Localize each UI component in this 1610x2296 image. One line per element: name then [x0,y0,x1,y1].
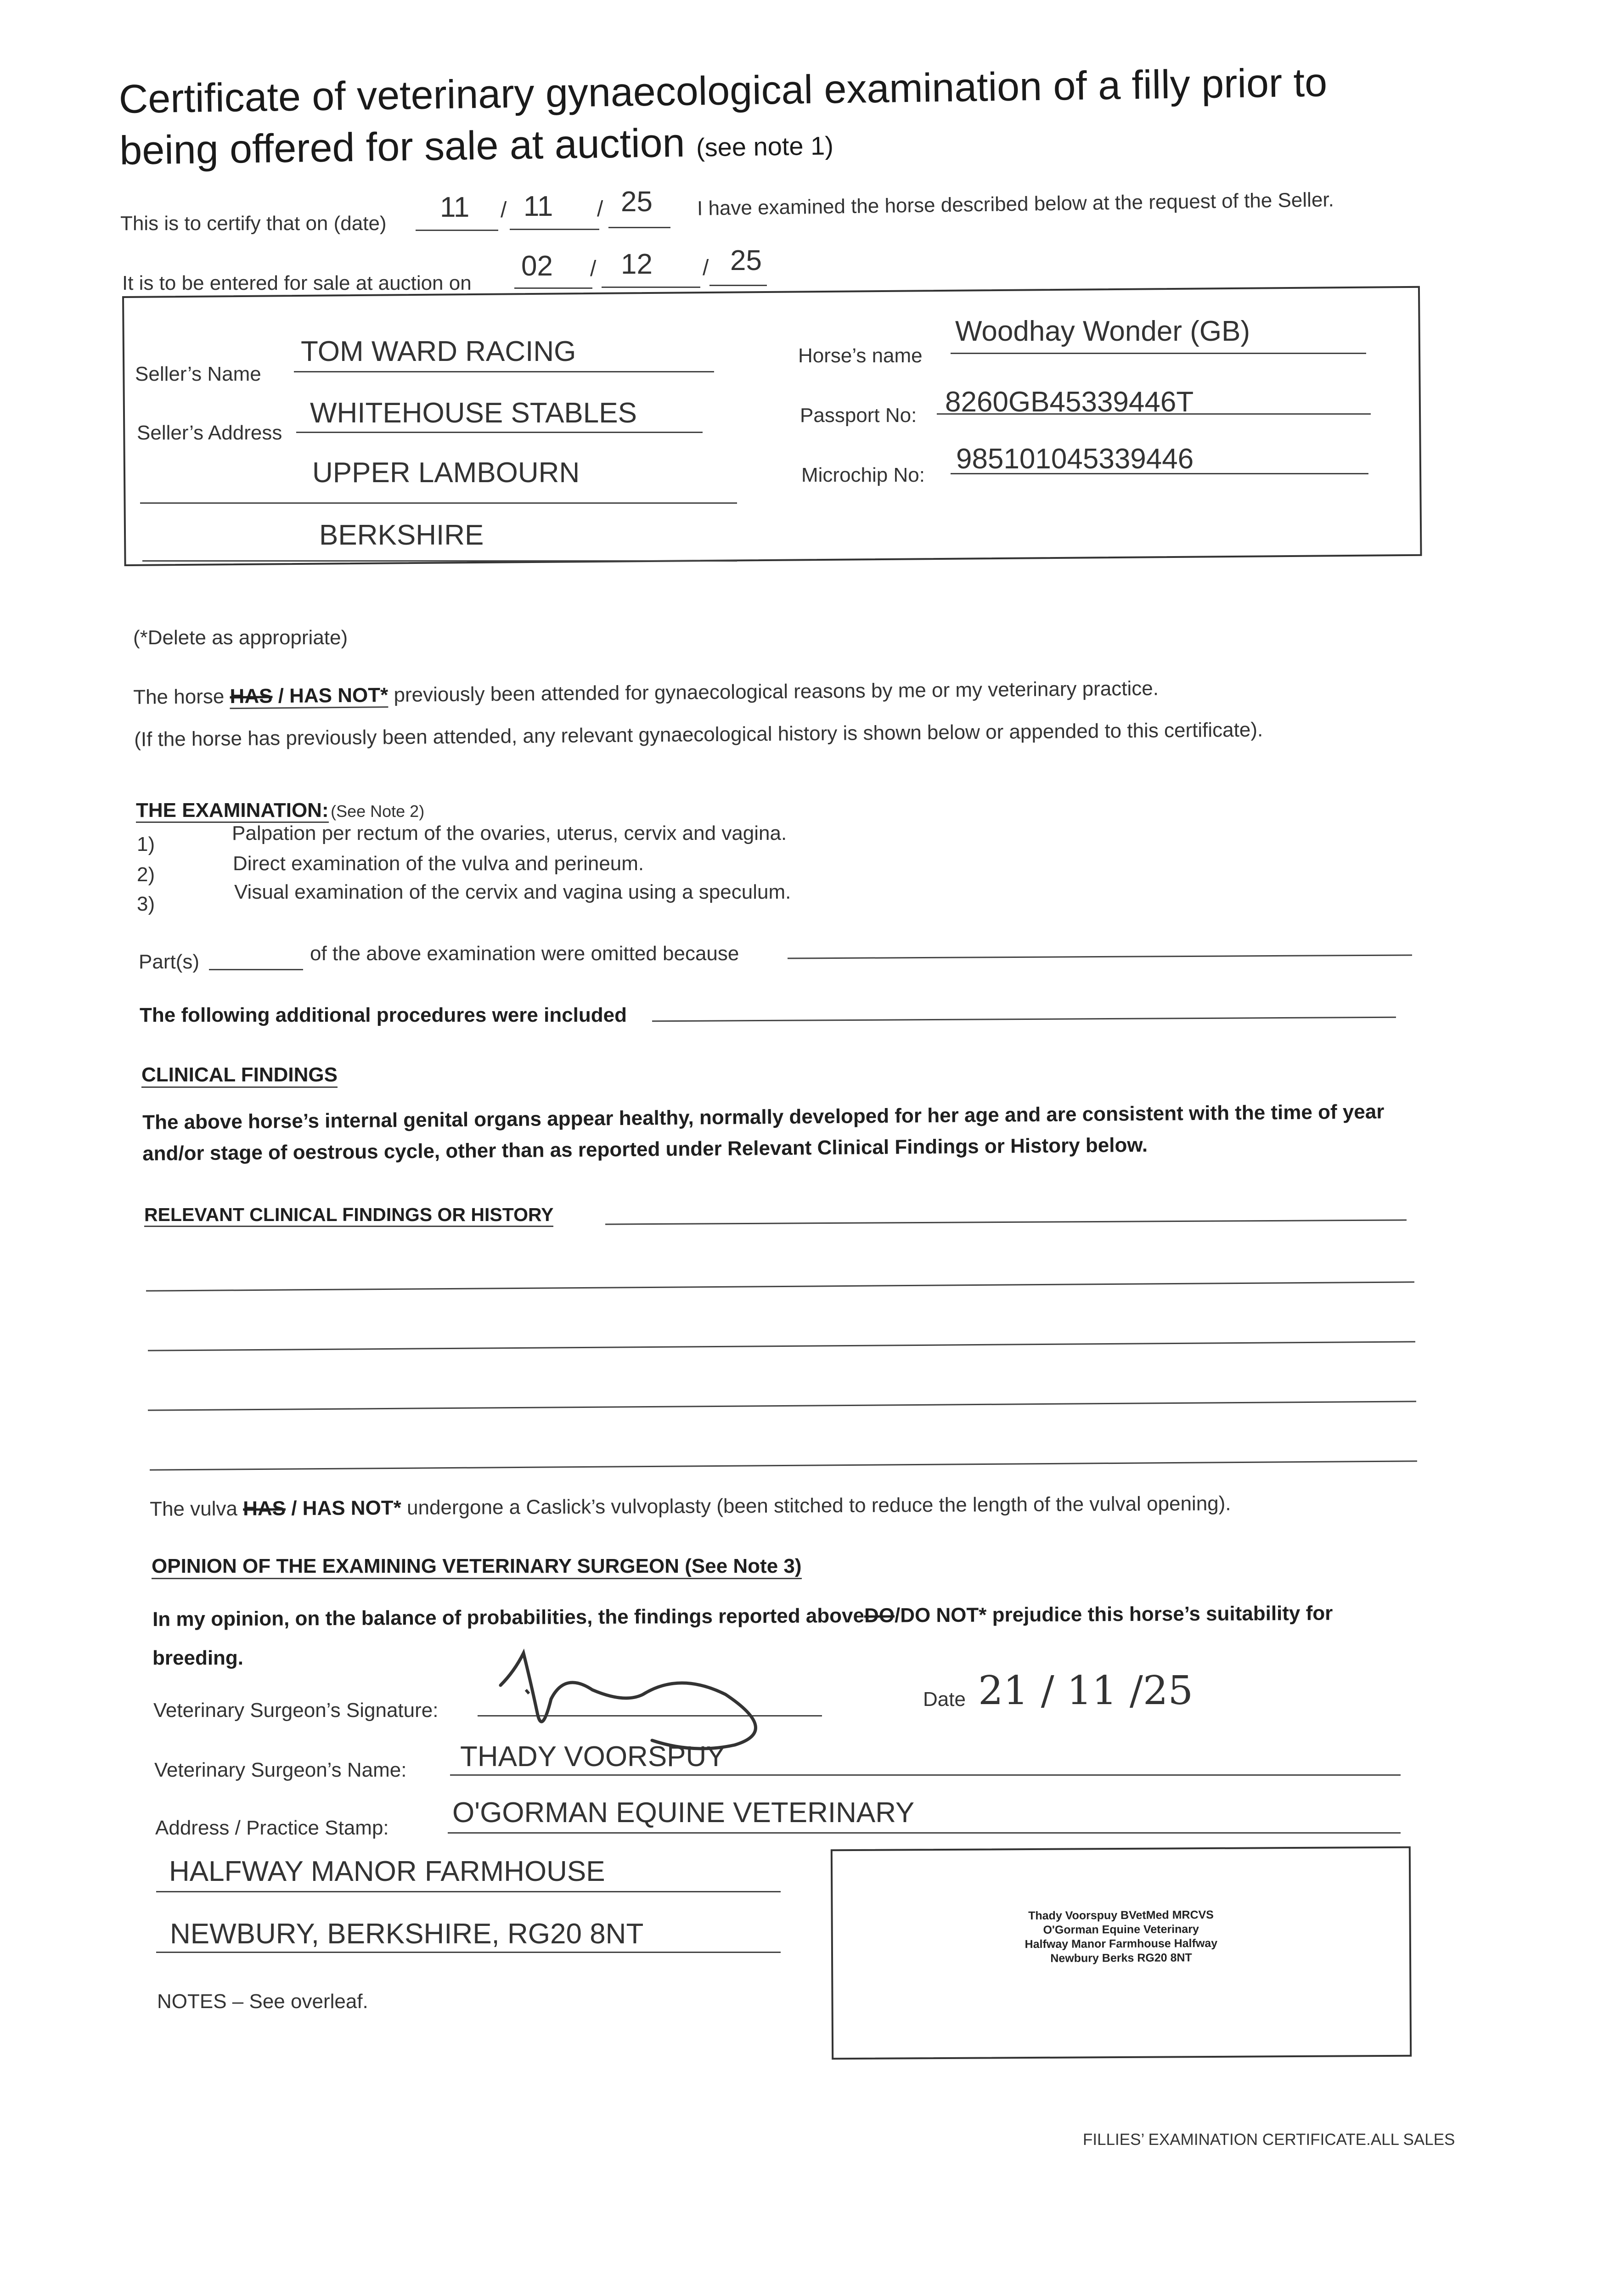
title-line-2: being offered for sale at auction (see note 1) [119,119,834,173]
certify-month: 11 [524,191,553,222]
exam-item-3: Visual examination of the cervix and vagina using a speculum. [234,881,791,903]
date-label: Date [923,1688,966,1711]
horse-name-label: Horse’s name [798,344,923,367]
practice-stamp [833,1907,1410,1967]
exam-item-3-num: 3) [137,893,155,915]
title-line-1: Certificate of veterinary gynaecological examination of a filly prior to [118,59,1328,122]
opinion-text-1: In my opinion, on the balance of probabilities, the findings reported aboveDO/DO NOT* prejudice this horse’s suitability for [152,1602,1333,1631]
seller-name-label: Seller’s Name [135,363,261,385]
microchip-number: 985101045339446 [956,443,1194,475]
seller-address-1: WHITEHOUSE STABLES [310,397,637,429]
vet-date: 21 / 11 /25 [978,1668,1193,1714]
certify-sep2: / [597,197,603,221]
opinion-struck: DO [864,1604,895,1627]
parts-label: Part(s) [139,951,199,973]
exam-item-1-num: 1) [137,833,155,855]
practice-address-1: HALFWAY MANOR FARMHOUSE [169,1856,605,1887]
stamp-line-1: Thady Voorspuy BVetMed MRCVS [1028,1908,1214,1923]
seller-address-3: BERKSHIRE [319,519,484,551]
passport-number: 8260GB45339446T [945,386,1194,418]
practice-address-2: NEWBURY, BERKSHIRE, RG20 8NT [170,1918,644,1950]
certify-day: 11 [440,191,470,223]
clinical-text-2: and/or stage of oestrous cycle, other than as reported under Relevant Clinical Findings or History below. [142,1133,1148,1165]
additional-procedures: The following additional procedures were included [140,1004,627,1026]
footer-text: FILLIES’ EXAMINATION CERTIFICATE.ALL SALES [1083,2131,1455,2149]
opinion-heading: OPINION OF THE EXAMINING VETERINARY SURGEON (See Note 3) [152,1555,802,1579]
certify-sep1: / [501,198,507,222]
auction-month: 12 [621,248,653,280]
clinical-text-1: The above horse’s internal genital organs appear healthy, normally developed for her age and are consistent with the time of year [142,1100,1385,1134]
auction-prefix: It is to be entered for sale at auction on [122,272,472,294]
vet-name-label: Veterinary Surgeon’s Name: [154,1759,407,1781]
omitted-text: of the above examination were omitted because [310,942,739,965]
stamp-line-2: O'Gorman Equine Veterinary [1043,1923,1199,1936]
attended-line: The horse HAS / HAS NOT* previously been attended for gynaecological reasons by me or my veterinary practice. [133,677,1159,709]
stamp-line-3: Halfway Manor Farmhouse Halfway [1025,1936,1218,1951]
certify-line [120,212,387,235]
vulva-struck: HAS [242,1497,286,1520]
certify-year: 25 [621,186,653,218]
signature-label: Veterinary Surgeon’s Signature: [153,1699,439,1722]
exam-item-2: Direct examination of the vulva and perineum. [233,852,644,875]
practice-stamp-box [831,1846,1412,2060]
certify-suffix: I have examined the horse described below at the request of the Seller. [697,188,1334,220]
practice-name: O'GORMAN EQUINE VETERINARY [452,1797,915,1829]
opinion-text-2: breeding. [152,1647,244,1669]
relevant-heading: RELEVANT CLINICAL FINDINGS OR HISTORY [144,1204,553,1227]
seller-address-2: UPPER LAMBOURN [312,457,580,489]
exam-note: (See Note 2) [331,802,425,821]
exam-heading: THE EXAMINATION: (See Note 2) [136,799,424,822]
notes-text: NOTES – See overleaf. [157,1990,368,2013]
passport-label: Passport No: [800,404,917,427]
seller-address-label: Seller’s Address [137,422,282,444]
certificate-title [118,56,1329,181]
attended-note: (If the horse has previously been attended, any relevant gynaecological history is shown below or appended to this certificate). [134,718,1263,751]
auction-sep2: / [703,256,709,280]
signature-dot [526,1690,529,1694]
microchip-label: Microchip No: [801,464,925,486]
seller-name: TOM WARD RACING [301,336,576,367]
exam-item-2-num: 2) [137,863,155,886]
signature-stroke [501,1653,755,1749]
vulva-choice: HAS / HAS NOT* [242,1497,401,1520]
vulva-line: The vulva HAS / HAS NOT* undergone a Caslick’s vulvoplasty (been stitched to reduce the length of the vulval opening). [150,1492,1231,1520]
exam-item-1: Palpation per rectum of the ovaries, uterus, cervix and vagina. [232,822,787,844]
auction-sep1: / [590,257,597,281]
title-note: (see note 1) [696,131,834,162]
horse-name: Woodhay Wonder (GB) [955,315,1250,347]
stamp-line-4: Newbury Berks RG20 8NT [1050,1951,1192,1965]
clinical-heading: CLINICAL FINDINGS [141,1064,338,1088]
auction-year: 25 [730,245,762,276]
certify-prefix: This is to certify that on (date) [120,212,387,235]
vet-name: THADY VOORSPUY [460,1741,726,1773]
attended-struck: HAS [230,685,273,708]
attended-choice: HAS / HAS NOT* [230,684,388,709]
auction-day: 02 [521,250,553,282]
delete-note: (*Delete as appropriate) [133,626,348,649]
practice-address-label: Address / Practice Stamp: [155,1817,389,1839]
